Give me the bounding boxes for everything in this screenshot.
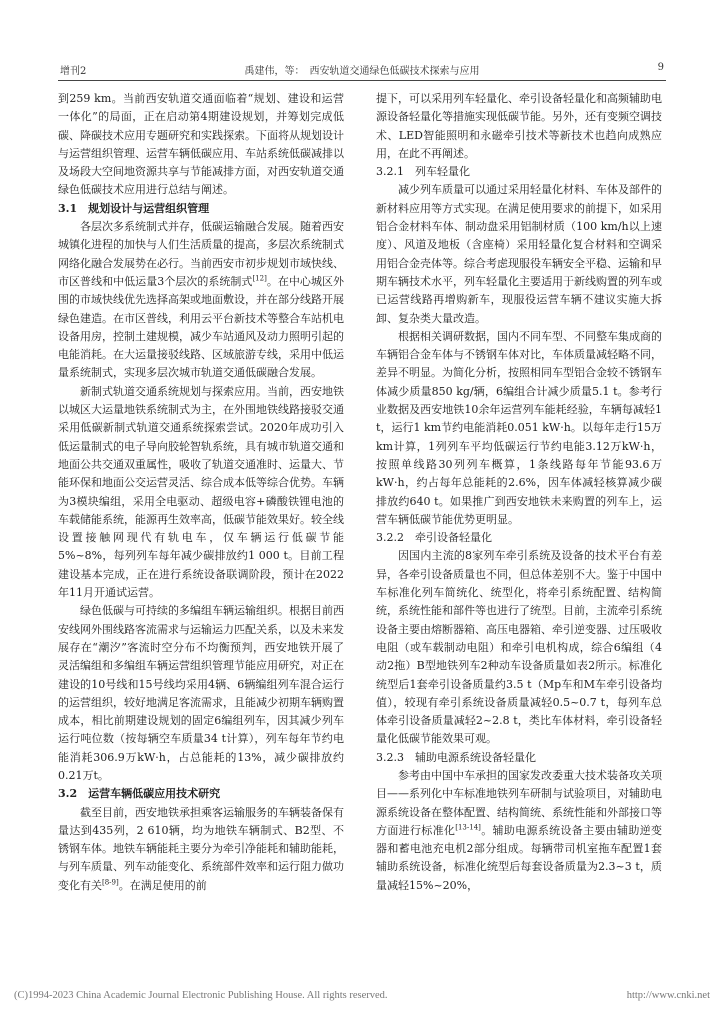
section-heading: 3.2 运营车辆低碳应用技术研究 (58, 787, 221, 801)
issue-label: 增刊2 (60, 66, 87, 77)
left-column (58, 90, 344, 895)
right-column (376, 90, 662, 895)
paragraph-text: 参考由中国中车承担的国家发改委重大技术装备攻关项目——系列化中车标准地铁列车研制与试验项目，对辅助电源系统设备在整体配置、结构简统、系统性能和外部接口等方面进行标准化 (376, 768, 662, 837)
paragraph: 提下，可以采用列车轻量化、牵引设备轻量化和高频辅助电源设备轻量化等措施实现低碳节能。另外，还有变频空调技术、LED智能照明和永磁牵引技术等新技术也趋向成熟应用，在此不再阐述。 (376, 92, 662, 160)
paragraph-text: 。辅助电源系统设备主要由辅助逆变器和蓄电池充电机2部分组成。每辆带司机室拖车配置1套辅助系统设备，标准化统型后每套设备质量为2.3~3 t，质量减轻15%~20%， (376, 823, 663, 892)
paragraph: 到259 km。当前西安轨道交通面临着“规划、建设和运营一体化”的局面，正在启动第4期建设规划，并筹划完成低碳、降碳技术应用专题研究和实践探索。下面将从规划设计与运营组织管理、运营车辆低碳应用、车站系统低碳减排以及场段大空间地资源共享与节能减排方面，对西安轨道交通绿色低碳技术应用进行总结与阐述。 (58, 92, 344, 197)
subsection-heading: 3.2.1 列车轻量化 (376, 165, 470, 179)
publisher-link[interactable]: http://www.cnki.net (626, 990, 710, 1001)
paragraph: 减少列车质量可以通过采用轻量化材料、车体及部件的新材料应用等方式实现。在满足使用要求的前提下，如采用铝合金材料车体、制动盘采用铝制材质（100 km/h以上速度）、风道及地板（含座椅）采用轻量化复合材料和空调采用铝合金壳体等。综合考虑现服役车辆安全平稳、运输和早期车辆技术水平，列车轻量化主要适用于新线购置的列车或已运营线路再增购新车，现服役运营车辆不建议实施大拆卸、复杂类大量改造。 (376, 183, 662, 325)
paragraph: 因国内主流的8家列车牵引系统及设备的技术平台有差异，各牵引设备质量也不同，但总体差别不大。鉴于中国中车标准化列车简统化、统型化，将牵引系统配置、结构简统，系统性能和部件等也进行了统型。目前，主流牵引系统设备主要由熔断器箱、高压电器箱、牵引逆变器、过压吸收电阻（或车载制动电阻）和牵引电机构成，综合6编组（4动2拖）B型地铁列车2种动车设备质量如表2所示。标准化统型后1套牵引设备质量约3.5 t（Mp车和M车牵引设备均值），较现有牵引系统设备质量减轻0.5~0.7 t，每列车总体牵引设备质量减轻2~2.8 t，类比车体材料，牵引设备轻量化低碳节能效果可观。 (376, 549, 662, 746)
page-number: 9 (657, 62, 664, 73)
subsection-heading: 3.2.3 辅助电源系统设备轻量化 (376, 750, 536, 764)
copyright-notice: (C)1994-2023 China Academic Journal Electronic Publishing House. All rights reserved. (14, 990, 388, 1001)
paragraph (376, 767, 662, 895)
paragraph (58, 804, 344, 895)
subsection-heading: 3.2.2 牵引设备轻量化 (376, 531, 492, 545)
citation: [8-9] (102, 878, 119, 887)
section-heading: 3.1 规划设计与运营组织管理 (58, 201, 210, 215)
citation: [12] (252, 274, 267, 283)
paragraph-text: 。在满足使用的前 (118, 878, 207, 892)
running-header (58, 56, 666, 81)
paragraph-text: 各层次多系统制式并存，低碳运输融合发展。随着西安城镇化进程的加快与人们生活质量的提高，多层次系统制式网络化融合发展势在必行。当前西安市初步规划市域快线、市区普线和中低运量3个层次的系统制式 (58, 220, 344, 288)
paragraph: 新制式轨道交通系统规划与探索应用。当前，西安地铁以城区大运量地铁系统制式为主，在外围地铁线路接驳交通采用低碳新制式轨道交通系统探索尝试。2020年成功引入低运量制式的电子导向胶轮智轨系统，具有城市轨道交通和地面公共交通双重属性，吸收了轨道交通准时、运量大、节能环保和地面公交运营灵活、综合成本低等综合优势。车辆为3模块编组，采用全电驱动、超级电容+磷酸铁锂电池的车载储能系统，能源再生效率高，低碳节能效果好。较全线设置接触网现代有轨电车，仅车辆运行低碳节能5%~8%，每列列车每年减少碳排放约1 000 t。目前工程建设基本完成，正在进行系统设备联调阶段，预计在2022年11月开通试运营。 (58, 384, 344, 600)
paragraph-text: 截至目前，西安地铁承担乘客运输服务的车辆装备保有量达到435列，2 610辆，均为地铁车辆制式、B2型、不锈钢车体。地铁车辆能耗主要分为牵引净能耗和辅助能耗，与列车质量、列车动能变化、系统部件效率和运行阻力做功变化有关 (58, 805, 344, 892)
paragraph: 绿色低碳与可持续的多编组车辆运输组织。根据目前西安线网外围线路客流需求与运输运力匹配关系，以及未来发展存在“潮汐”客流时空分布不均衡预判，西安地铁开展了灵活编组和多编组车辆运营组织管理节能应用研究，对正在建设的10号线和15号线均采用4辆、6辆编组列车混合运行的运营组织，较好地满足客流需求，且能减少初期车辆购置成本，相比前期建设规划的固定6编组列车，因其减少列车运行吨位数（按每辆空车质量34 t计算），列车每年节约电能消耗306.9万kW·h，占总能耗的13%，减少碳排放约0.21万t。 (58, 604, 344, 782)
citation: [13-14] (455, 823, 481, 832)
header-authors-title: 禹建伟，等： 西安轨道交通绿色低碳技术探索与应用 (244, 66, 480, 77)
paragraph: 根据相关调研数据，国内不同车型、不同整车集成商的车辆铝合金车体与不锈钢车体对比，车体质量减轻略不同，差异不明显。为简化分析，按照相同车型铝合金较不锈钢车体减少质量850 kg/辆，6编组合计减少质量5.1 t。参考行业数据及西安地铁10余年运营列车能耗经验，车辆每减轻1 t，运行1 km节约电能消耗0.051 kW·h。以每年走行15万km计算，1列列车平均低碳运行节约电能3.12万kW·h，按照单线路30列列车概算，1条线路每年节能93.6万kW·h，约占每年总能耗的2.6%，因车体减轻核算减少碳排放约640 t。如果推广到西安地铁未来购置的列车上，运营车辆低碳节能优势更明显。 (376, 329, 662, 526)
paragraph-text: 。在中心城区外围的市域快线优先选择高架或地面敷设，并在部分线路开展绿色建造。在市区普线，利用云平台新技术等整合车站机电设备用房，控制土建规模，减少车站通风及动力照明引起的电能消耗。在大运量接驳线路、区域旅游专线，采用中低运量系统制式，实现多层次城市轨道交通低碳融合发展。 (58, 274, 345, 380)
paragraph (58, 218, 344, 383)
